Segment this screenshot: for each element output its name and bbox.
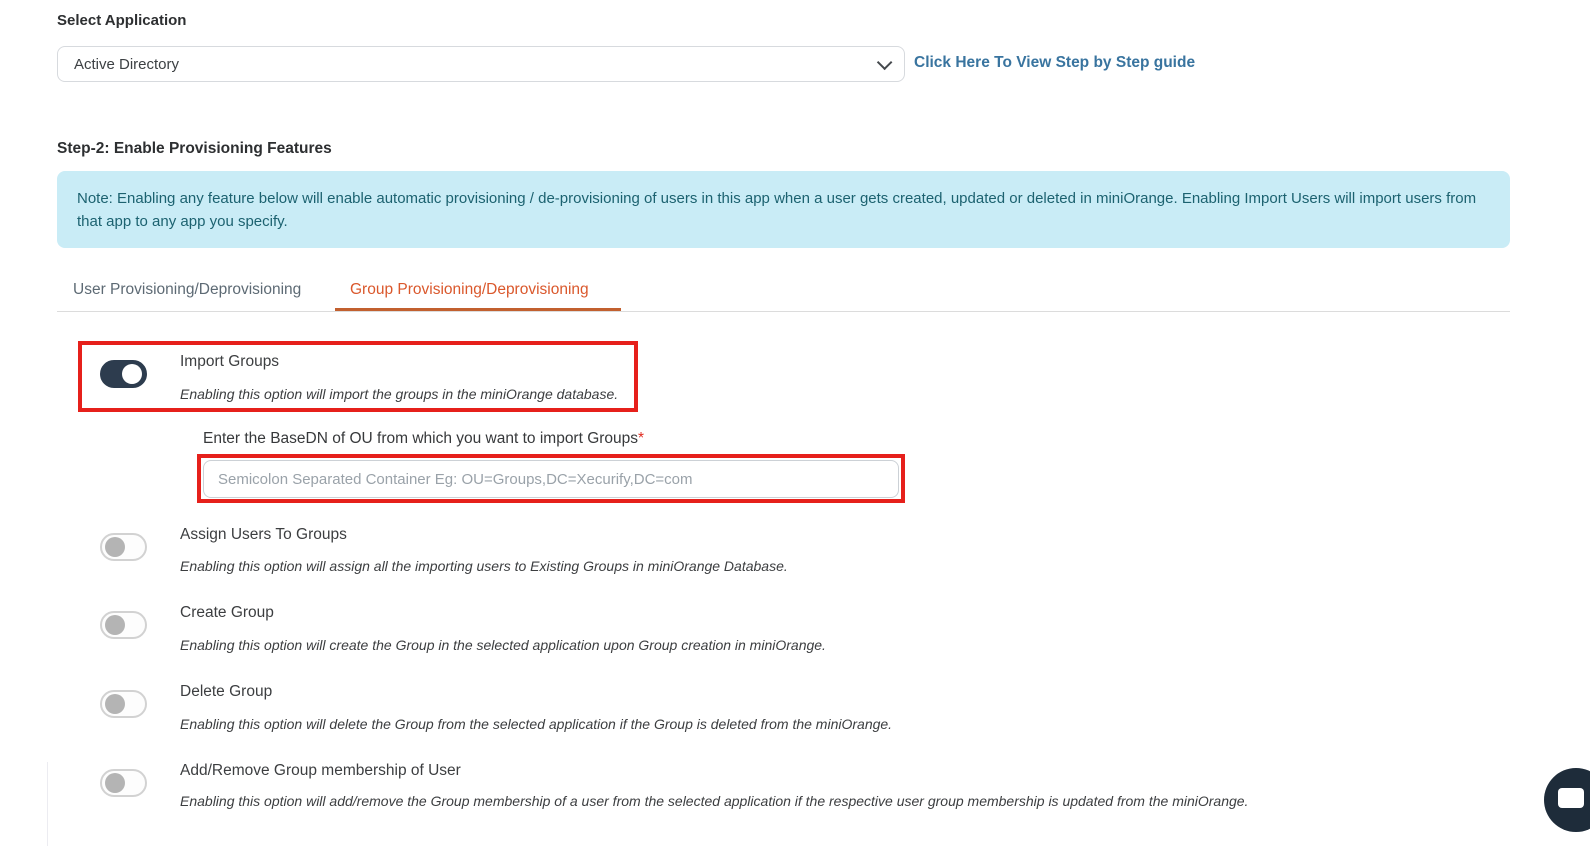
- chat-widget-button[interactable]: [1544, 768, 1590, 832]
- toggle-knob: [122, 364, 142, 384]
- step2-heading: Step-2: Enable Provisioning Features: [57, 140, 332, 157]
- application-select-value: Active Directory: [74, 55, 180, 73]
- basedn-label-text: Enter the BaseDN of OU from which you want to import Groups: [203, 430, 639, 447]
- step-by-step-guide-link[interactable]: Click Here To View Step by Step guide: [914, 54, 1196, 71]
- create-group-toggle[interactable]: [100, 611, 147, 639]
- assign-users-to-groups-toggle[interactable]: [100, 533, 147, 561]
- chevron-down-icon: [877, 54, 893, 70]
- add-remove-group-membership-toggle[interactable]: [100, 769, 147, 797]
- assign-users-to-groups-description: Enabling this option will assign all the importing users to Existing Groups in miniOrange Database.: [180, 558, 788, 574]
- application-select[interactable]: [57, 46, 905, 82]
- provisioning-note-banner: Note: Enabling any feature below will enable automatic provisioning / de-provisioning of users in this app when a user gets created, updated or deleted in miniOrange. Enabling Import Users will import users from that app to any app you specify.: [57, 171, 1510, 248]
- import-groups-label: Import Groups: [180, 353, 280, 370]
- basedn-label: [203, 430, 644, 448]
- basedn-input[interactable]: [203, 460, 899, 498]
- toggle-knob: [105, 537, 125, 557]
- toggle-knob: [105, 773, 125, 793]
- delete-group-toggle[interactable]: [100, 690, 147, 718]
- add-remove-group-membership-description: Enabling this option will add/remove the Group membership of a user from the selected application if the respective user group membership is updated from the miniOrange.: [180, 793, 1249, 809]
- assign-users-to-groups-label: Assign Users To Groups: [180, 526, 347, 543]
- tab-user-provisioning[interactable]: User Provisioning/Deprovisioning: [73, 281, 302, 298]
- delete-group-description: Enabling this option will delete the Group from the selected application if the Group is deleted from the miniOrange.: [180, 716, 893, 732]
- select-application-label: Select Application: [57, 12, 187, 29]
- toggle-knob: [105, 694, 125, 714]
- create-group-description: Enabling this option will create the Group in the selected application upon Group creation in miniOrange.: [180, 637, 826, 653]
- create-group-label: Create Group: [180, 604, 274, 621]
- import-groups-description: Enabling this option will import the groups in the miniOrange database.: [180, 386, 619, 402]
- tab-group-provisioning[interactable]: Group Provisioning/Deprovisioning: [350, 281, 589, 298]
- add-remove-group-membership-label: Add/Remove Group membership of User: [180, 762, 461, 779]
- toggle-knob: [105, 615, 125, 635]
- content-card-edge: [47, 762, 48, 846]
- import-groups-toggle[interactable]: [100, 360, 147, 388]
- required-asterisk: *: [638, 430, 645, 447]
- delete-group-label: Delete Group: [180, 683, 273, 700]
- tabs-divider: [57, 311, 1510, 312]
- chat-icon: [1558, 788, 1584, 808]
